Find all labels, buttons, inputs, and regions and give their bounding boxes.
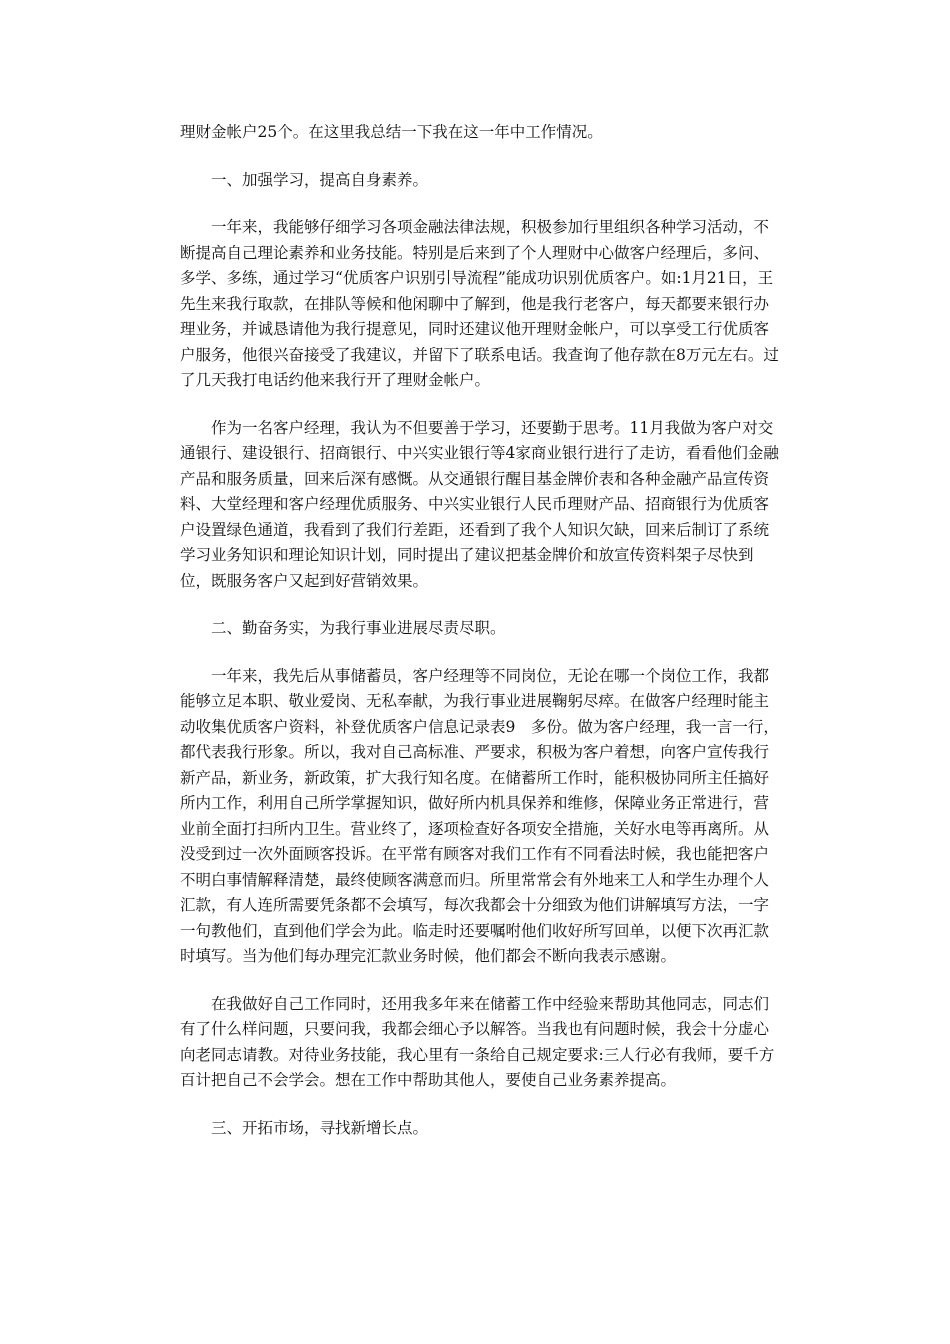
section-heading-2: 二、勤奋务实，为我行事业进展尽责尽职。 bbox=[180, 619, 506, 637]
paragraph-thinking: 作为一名客户经理，我认为不但要善于学习，还要勤于思考。11月我做为客户对交通银行、建设银行、招商银行、中兴实业银行等4家商业银行进行了走访，看看他们金融产品和服务质量，回来后深有感慨。从交通银行醒目基金牌价表和各种金融产品宣传资料、大堂经理和客户经理优质服务、中兴实业银行人民币理财产品、招商银行为优质客户设置绿色通道，我看到了我们行差距，还看到了我个人知识欠缺，回来后制订了系统学习业务知识和理论知识计划，同时提出了建议把基金牌价和放宣传资料架子尽快到位，既服务客户又起到好营销效果。 bbox=[180, 418, 779, 590]
paragraph-diligence: 一年来，我先后从事储蓄员，客户经理等不同岗位，无论在哪一个岗位工作，我都能够立足本职、敬业爱岗、无私奉献，为我行事业进展鞠躬尽瘁。在做客户经理时能主动收集优质客户资料，补登优质客户信息记录表9 多份。做为客户经理，我一言一行，都代表我行形象。所以，我对自己高标准、严要求，积极为客户着想，向客户宣传我行新产品，新业务，新政策，扩大我行知名度。在储蓄所工作时，能积极协同所主任搞好所内工作，利用自己所学掌握知识，做好所内机具保养和维修，保障业务正常进行，营业前全面打扫所内卫生。营业终了，逐项检查好各项安全措施，关好水电等再离所。从没受到过一次外面顾客投诉。在平常有顾客对我们工作有不同看法时候，我也能把客户不明白事情解释清楚，最终使顾客满意而归。所里常常会有外地来工人和学生办理个人汇款，有人连所需要凭条都不会填写，每次我都会十分细致为他们讲解填写方法，一字一句教他们，直到他们学会为此。临走时还要嘱咐他们收好所写回单，以便下次再汇款时填写。当为他们每办理完汇款业务时候，他们都会不断向我表示感谢。 bbox=[180, 666, 779, 965]
paragraph-learning: 一年来，我能够仔细学习各项金融法律法规，积极参加行里组织各种学习活动，不断提高自己理论素养和业务技能。特别是后来到了个人理财中心做客户经理后，多问、多学、多练，通过学习“优质客户识别引导流程”能成功识别优质客户。如:1月21日，王先生来我行取款，在排队等候和他闲聊中了解到，他是我行老客户，每天都要来银行办理业务，并诚恳请他为我行提意见，同时还建议他开理财金帐户，可以享受工行优质客户服务，他很兴奋接受了我建议，并留下了联系电话。我查询了他存款在8万元左右。过了几天我打电话约他来我行开了理财金帐户。 bbox=[180, 218, 779, 389]
section-heading-1: 一、加强学习，提高自身素养。 bbox=[180, 170, 429, 189]
paragraph-intro-summary: 理财金帐户25个。在这里我总结一下我在这一年中工作情况。 bbox=[180, 123, 603, 141]
section-heading-3: 三、开拓市场，寻找新增长点。 bbox=[180, 1118, 429, 1137]
document-body bbox=[180, 120, 780, 1163]
paragraph-helping-colleagues: 在我做好自己工作同时，还用我多年来在储蓄工作中经验来帮助其他同志，同志们有了什么样问题，只要问我，我都会细心予以解答。当我也有问题时候，我会十分虚心向老同志请教。对待业务技能，我心里有一条给自己规定要求:三人行必有我师，要千方百计把自己不会学会。想在工作中帮助其他人，要使自己业务素养提高。 bbox=[180, 994, 775, 1089]
